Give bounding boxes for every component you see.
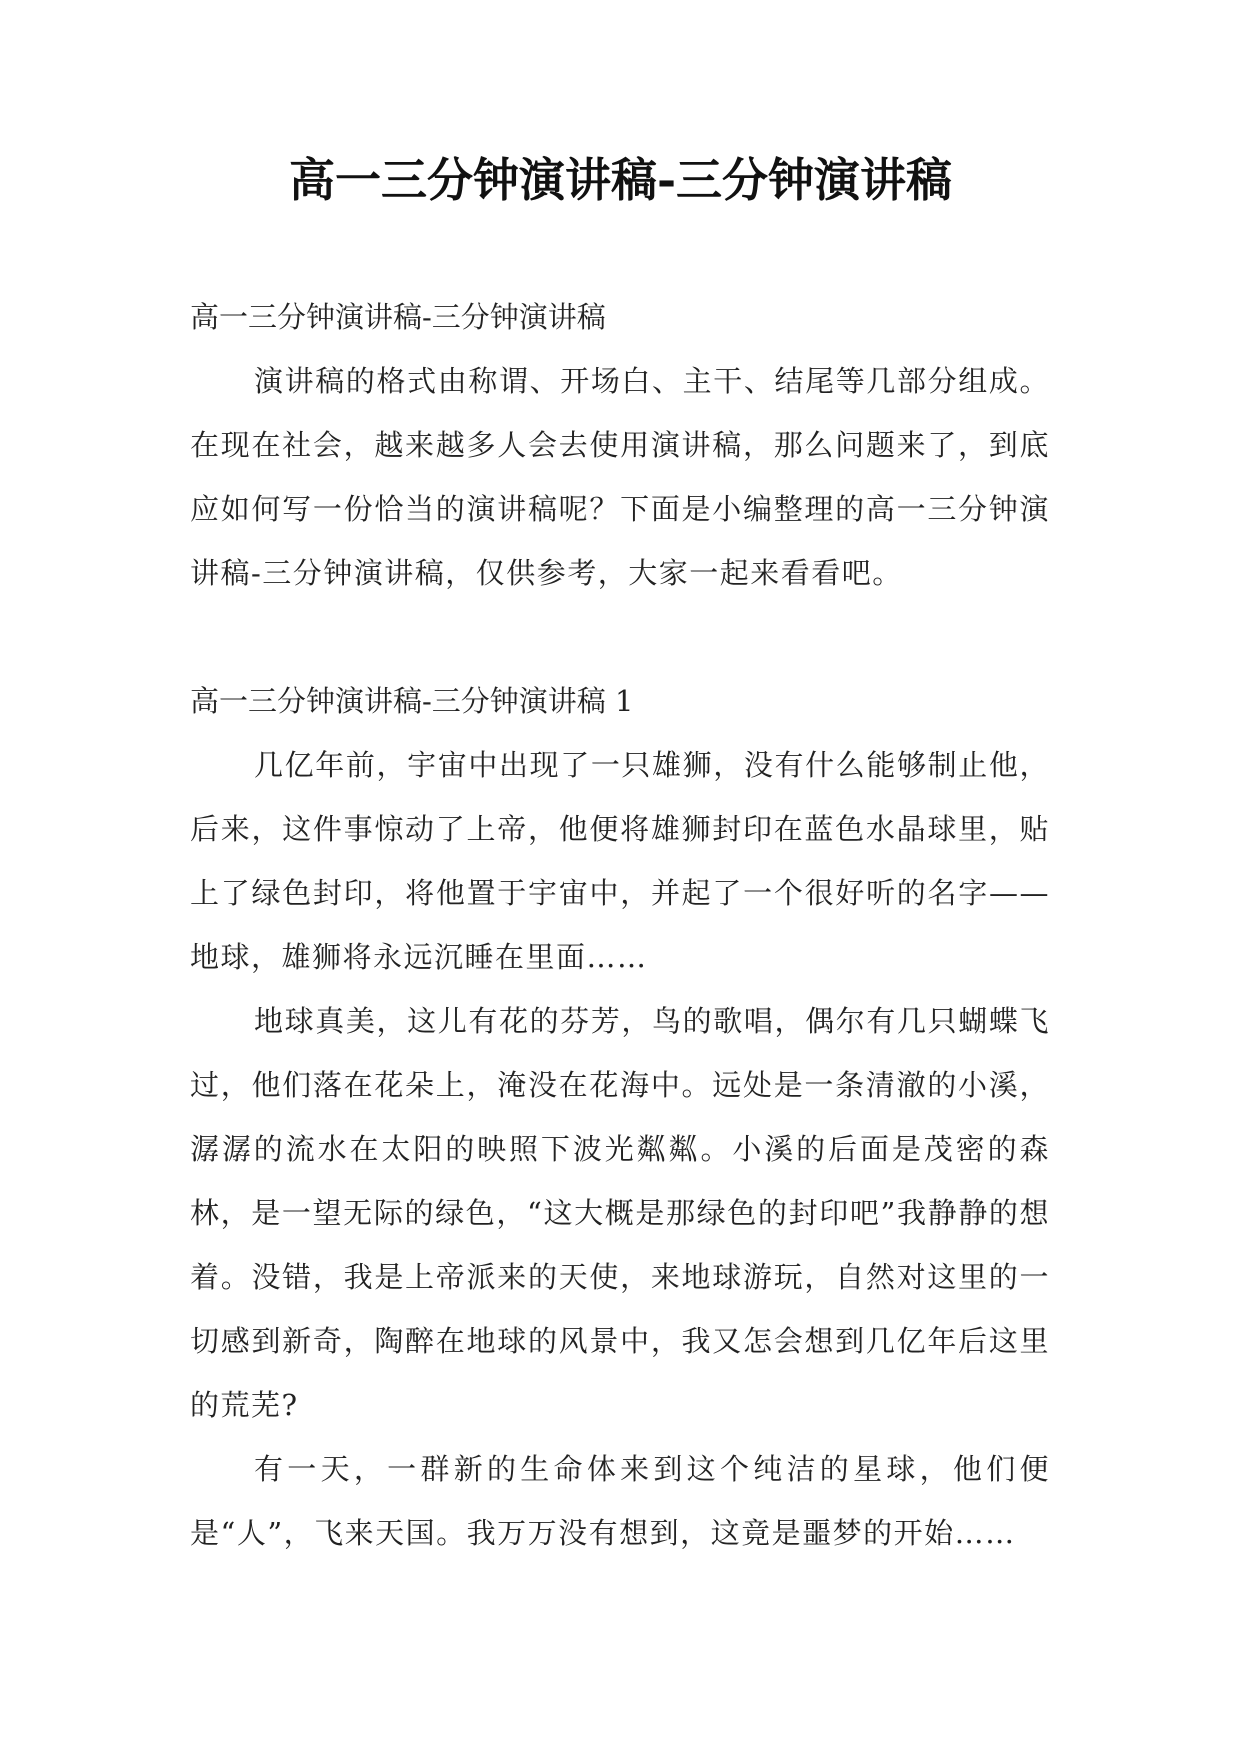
section1-paragraph-1: 几亿年前，宇宙中出现了一只雄狮，没有什么能够制止他，后来，这件事惊动了上帝，他便将雄狮封印在蓝色水晶球里，贴上了绿色封印，将他置于宇宙中，并起了一个很好听的名字——地球，雄狮将永远沉睡在里面…… [190, 748, 1050, 974]
section1-paragraph-3: 有一天，一群新的生命体来到这个纯洁的星球，他们便是“人”，飞来天国。我万万没有想到，这竟是噩梦的开始…… [190, 1452, 1050, 1550]
section1-heading: 高一三分钟演讲稿-三分钟演讲稿 1 [190, 684, 634, 718]
section-spacer [190, 605, 1050, 669]
intro-heading: 高一三分钟演讲稿-三分钟演讲稿 [190, 300, 606, 334]
intro-paragraph: 演讲稿的格式由称谓、开场白、主干、结尾等几部分组成。在现在社会，越来越多人会去使用演讲稿，那么问题来了，到底应如何写一份恰当的演讲稿呢？下面是小编整理的高一三分钟演讲稿-三分钟演讲稿，仅供参考，大家一起来看看吧。 [190, 364, 1050, 590]
section1-paragraph-2: 地球真美，这儿有花的芬芳，鸟的歌唱，偶尔有几只蝴蝶飞过，他们落在花朵上，淹没在花海中。远处是一条清澈的小溪，潺潺的流水在太阳的映照下波光粼粼。小溪的后面是茂密的森林，是一望无际的绿色，“这大概是那绿色的封印吧”我静静的想着。没错，我是上帝派来的天使，来地球游玩，自然对这里的一切感到新奇，陶醉在地球的风景中，我又怎会想到几亿年后这里的荒芜? [190, 1004, 1050, 1422]
document-title: 高一三分钟演讲稿-三分钟演讲稿 [288, 153, 953, 207]
document-body [190, 285, 1050, 1565]
